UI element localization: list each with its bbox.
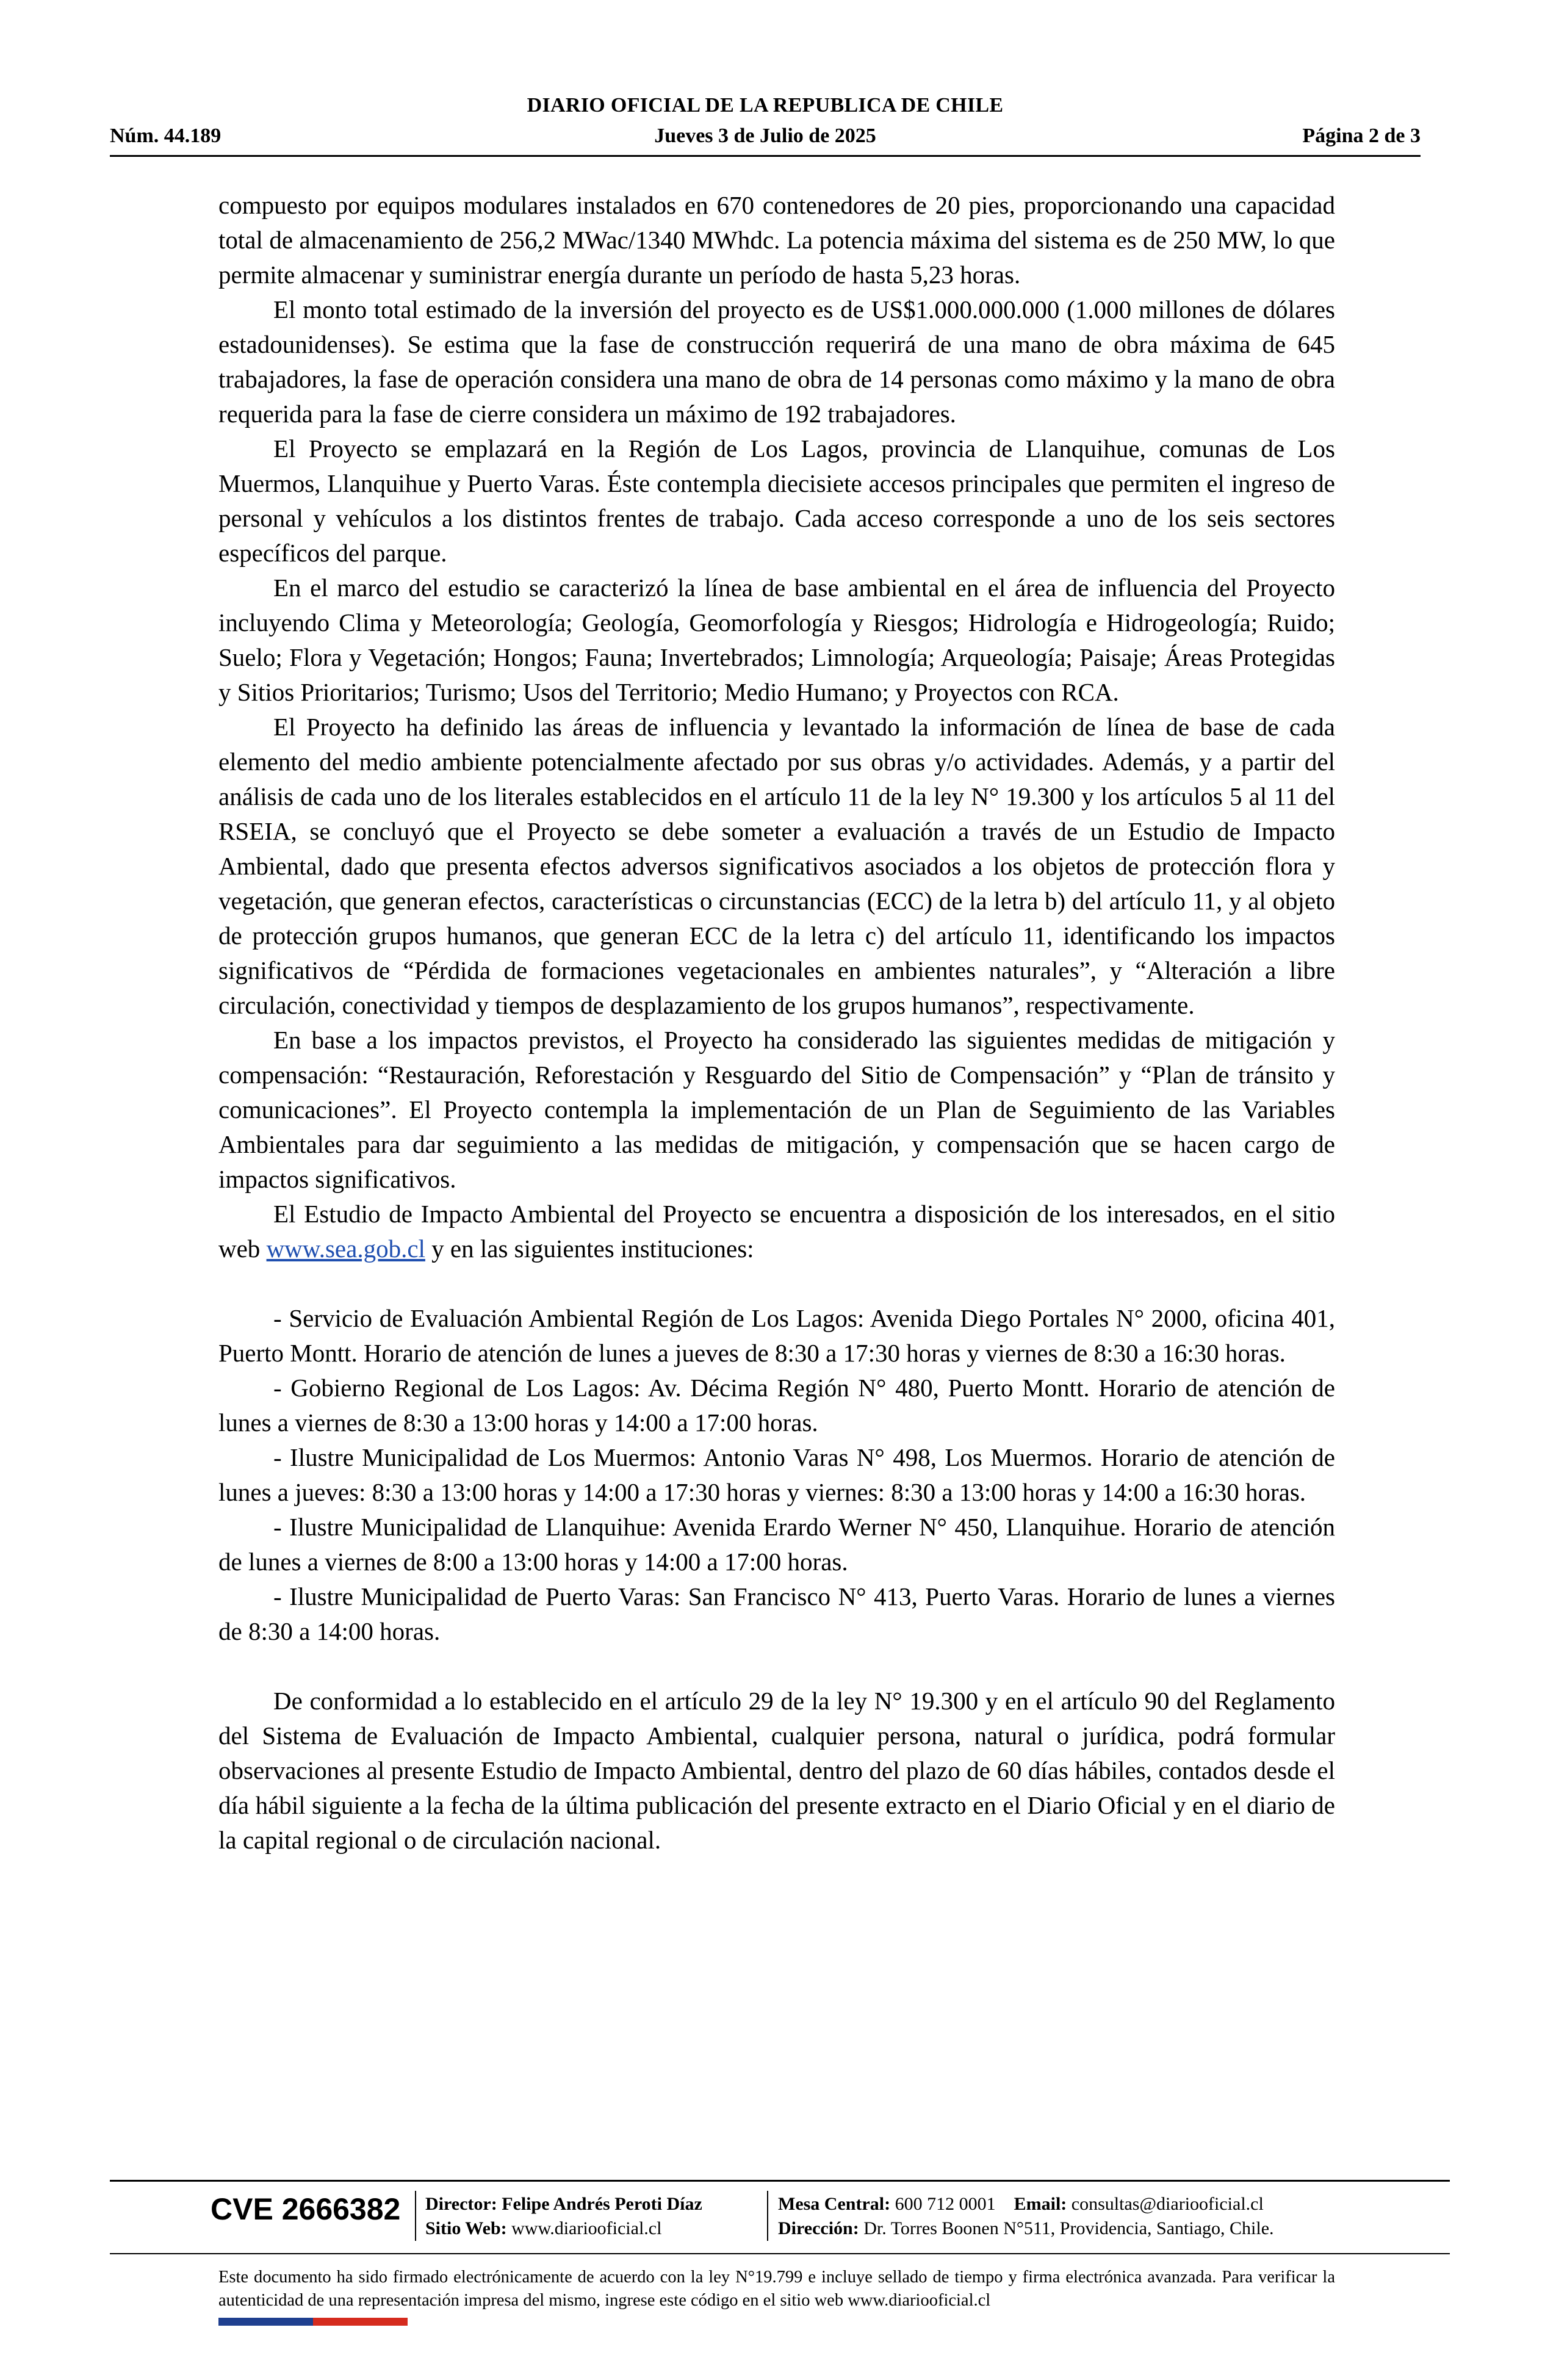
address-text: Dr. Torres Boonen N°511, Providencia, Santiago, Chile.	[863, 2218, 1274, 2238]
list-item: - Servicio de Evaluación Ambiental Región de Los Lagos: Avenida Diego Portales N° 2000, oficina 401, Puerto Montt. Horario de atención de lunes a jueves de 8:30 a 17:30 horas y viernes de 8:30 a 16:30 horas.	[218, 1304, 1335, 1367]
footer-director-block	[425, 2192, 702, 2241]
document-body	[218, 188, 1335, 1858]
footer-contact-block	[778, 2192, 1274, 2241]
sea-website-link[interactable]: www.sea.gob.cl	[266, 1235, 425, 1263]
website-label: Sitio Web:	[425, 2218, 507, 2238]
director-label: Director:	[425, 2194, 497, 2214]
cve-code: CVE 2666382	[211, 2192, 401, 2226]
mesa-phone: 600 712 0001	[895, 2194, 996, 2214]
page-header	[110, 94, 1421, 157]
paragraph: El monto total estimado de la inversión del proyecto es de US$1.000.000.000 (1.000 millones de dólares estadounidenses). Se estima que la fase de construcción requerirá de una mano de obra máxima de 645 trabajadores, la fase de operación considera una mano de obra de 14 personas como máximo y la mano de obra requerida para la fase de cierre considera un máximo de 192 trabajadores.	[218, 295, 1335, 428]
issue-date: Jueves 3 de Julio de 2025	[654, 124, 876, 147]
paragraph: El Proyecto ha definido las áreas de influencia y levantado la información de línea de base de cada elemento del medio ambiente potencialmente afectado por sus obras y/o actividades. Además, y a partir del análisis de cada uno de los literales establecidos en el artículo 11 de la ley N° 19.300 y los artículos 5 al 11 del RSEIA, se concluyó que el Proyecto se debe someter a evaluación a través de un Estudio de Impacto Ambiental, dado que presenta efectos adversos significativos asociados a los objetos de protección flora y vegetación, que generan efectos, características o circunstancias (ECC) de la letra b) del artículo 11, y al objeto de protección grupos humanos, que generan ECC de la letra c) del artículo 11, identificando los impactos significativos de “Pérdida de formaciones vegetacionales en ambientes naturales”, y “Alteración a libre circulación, conectividad y tiempos de desplazamiento de los grupos humanos”, respectivamente.	[218, 713, 1335, 1019]
issue-number: Núm. 44.189	[110, 124, 222, 147]
website-url[interactable]: www.diariooficial.cl	[511, 2218, 662, 2238]
director-name: Felipe Andrés Peroti Díaz	[502, 2194, 702, 2214]
list-item: - Ilustre Municipalidad de Llanquihue: Avenida Erardo Werner N° 450, Llanquihue. Horario de atención de lunes a viernes de 8:00 a 13:00 horas y 14:00 a 17:00 horas.	[218, 1513, 1335, 1576]
footer-divider	[767, 2191, 768, 2241]
list-item: - Ilustre Municipalidad de Los Muermos: Antonio Varas N° 498, Los Muermos. Horario de atención de lunes a jueves: 8:30 a 13:00 horas y 14:00 a 17:30 horas y viernes: 8:30 a 13:00 horas y 14:00 a 16:30 horas.	[218, 1443, 1335, 1506]
address-label: Dirección:	[778, 2218, 859, 2238]
email-address[interactable]: consultas@diariooficial.cl	[1071, 2194, 1264, 2214]
list-item: - Ilustre Municipalidad de Puerto Varas: San Francisco N° 413, Puerto Varas. Horario de lunes a viernes de 8:30 a 14:00 horas.	[218, 1582, 1335, 1645]
paragraph: En el marco del estudio se caracterizó la línea de base ambiental en el área de influencia del Proyecto incluyendo Clima y Meteorología; Geología, Geomorfología y Riesgos; Hidrología e Hidrogeología; Ruido; Suelo; Flora y Vegetación; Hongos; Fauna; Invertebrados; Limnología; Arqueología; Paisaje; Áreas Protegidas y Sitios Prioritarios; Turismo; Usos del Territorio; Medio Humano; y Proyectos con RCA.	[218, 574, 1335, 706]
legal-notice: Este documento ha sido firmado electrónicamente de acuerdo con la ley N°19.799 e incluye sellado de tiempo y firma electrónica avanzada. Para verificar la autenticidad de una representación impresa del mismo, ingrese este código en el sitio web www.diariooficial.cl	[218, 2268, 1335, 2310]
paragraph-text: y en las siguientes instituciones:	[431, 1235, 754, 1263]
paragraph	[218, 1197, 1335, 1266]
header-rule	[110, 155, 1421, 157]
flag-bar-blue	[218, 2318, 313, 2326]
mesa-label: Mesa Central:	[778, 2194, 891, 2214]
paragraph: compuesto por equipos modulares instalados en 670 contenedores de 20 pies, proporcionando una capacidad total de almacenamiento de 256,2 MWac/1340 MWhdc. La potencia máxima del sistema es de 250 MW, lo que permite almacenar y suministrar energía durante un período de hasta 5,23 horas.	[218, 191, 1335, 289]
list-item: - Gobierno Regional de Los Lagos: Av. Décima Región N° 480, Puerto Montt. Horario de atención de lunes a viernes de 8:30 a 13:00 horas y 14:00 a 17:00 horas.	[218, 1374, 1335, 1437]
paragraph: De conformidad a lo establecido en el artículo 29 de la ley N° 19.300 y en el artículo 90 del Reglamento del Sistema de Evaluación de Impacto Ambiental, cualquier persona, natural o jurídica, podrá formular observaciones al presente Estudio de Impacto Ambiental, dentro del plazo de 60 días hábiles, contados desde el día hábil siguiente a la fecha de la última publicación del presente extracto en el Diario Oficial y en el diario de la capital regional o de circulación nacional.	[218, 1687, 1335, 1854]
journal-title: DIARIO OFICIAL DE LA REPUBLICA DE CHILE	[527, 94, 1004, 117]
flag-bar-red	[313, 2318, 408, 2326]
page-number: Página 2 de 3	[1302, 124, 1421, 147]
spacer	[218, 1266, 1335, 1301]
footer-rule-top	[110, 2180, 1450, 2182]
footer-divider	[415, 2191, 416, 2241]
email-label: Email:	[1014, 2194, 1067, 2214]
paragraph-text: El Estudio de Impacto Ambiental del Proyecto se encuentra a disposición de los interesados, en el sitio web	[218, 1200, 1335, 1263]
footer-rule-middle	[110, 2253, 1450, 2254]
paragraph: El Proyecto se emplazará en la Región de Los Lagos, provincia de Llanquihue, comunas de Los Muermos, Llanquihue y Puerto Varas. Éste contempla diecisiete accesos principales que permiten el ingreso de personal y vehículos a los distintos frentes de trabajo. Cada acceso corresponde a uno de los seis sectores específicos del parque.	[218, 435, 1335, 567]
spacer	[218, 1649, 1335, 1684]
paragraph: En base a los impactos previstos, el Proyecto ha considerado las siguientes medidas de mitigación y compensación: “Restauración, Reforestación y Resguardo del Sitio de Compensación” y “Plan de tránsito y comunicaciones”. El Proyecto contempla la implementación de un Plan de Seguimiento de las Variables Ambientales para dar seguimiento a las medidas de mitigación, y compensación que se hacen cargo de impactos significativos.	[218, 1026, 1335, 1193]
